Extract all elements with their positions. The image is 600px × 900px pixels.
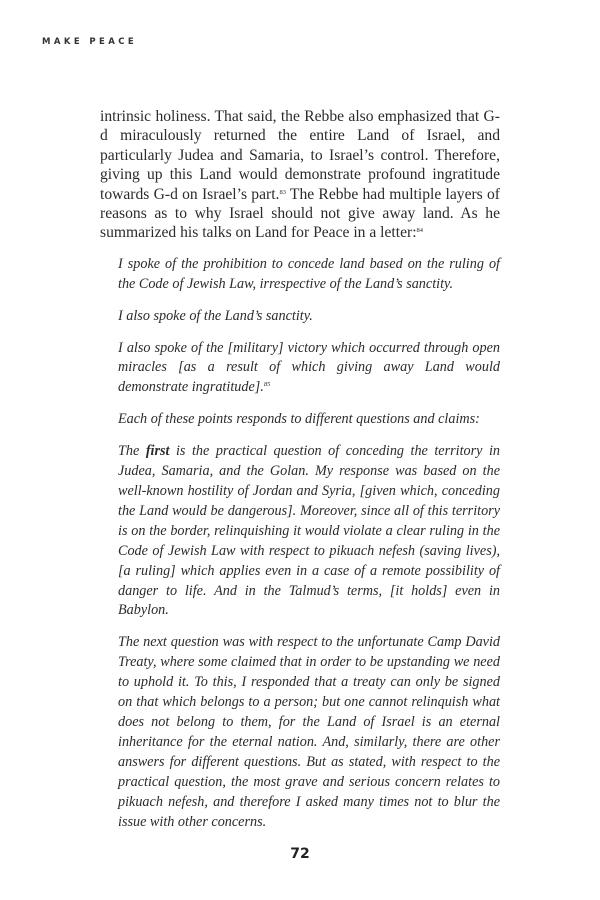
block-quote <box>118 255 500 833</box>
intro-text-2: The Rebbe had multiple layers of reasons as to why Israel should not give away land. As he summarized his talks on Land for Peace in a letter: <box>100 185 501 242</box>
main-text <box>100 107 500 844</box>
quote-paragraph-2: I also spoke of the Land’s sanctity. <box>118 307 313 324</box>
quote-paragraph-5-rest: is the practical question of conceding the territory in Judea, Samaria, and the Golan. My response was based on the well-known hostility of Jordan and Syria, [given which, conceding the Land would be dangerous]. Moreover, since all of this territory is on the border, relinquishing it would violate a clear ruling in the Code of Jewish Law with respect to pikuach nefesh (saving lives), [a ruling] which applies even in a case of a remote possibility of danger to life. And in the Talmud’s terms, [it holds] even in Babylon. <box>118 443 500 619</box>
quote-paragraph-3-text: I also spoke of the [military] victory which occurred through open miracles [as a result of which giving away Land would demonstrate ingratitude]. <box>118 339 500 396</box>
quote-paragraph-3 <box>118 339 500 399</box>
footnote-ref-85: 85 <box>263 381 271 389</box>
footnote-ref-83: 83 <box>279 188 286 196</box>
page-number: 72 <box>290 846 310 862</box>
quote-paragraph-4: Each of these points responds to different questions and claims: <box>118 411 480 428</box>
footnote-ref-84: 84 <box>416 227 424 235</box>
emphasis-first: first <box>145 443 170 460</box>
intro-text-1: intrinsic holiness. That said, the Rebbe also emphasized that G-d miraculously returned the entire Land of Israel, and particularly Judea and Samaria, to Israel’s control. Therefore, giving up this Land would demonstrate profound ingratitude towards G-d on Israel’s part. <box>100 108 500 203</box>
quote-paragraph-1: I spoke of the prohibition to concede land based on the ruling of the Code of Jewish Law, irrespective of the Land’s sanctity. <box>118 255 500 292</box>
running-head: MAKE PEACE <box>42 37 138 47</box>
quote-paragraph-5-lead: The <box>118 443 146 460</box>
intro-paragraph <box>100 107 500 243</box>
quote-paragraph-5 <box>118 442 500 621</box>
quote-paragraph-6: The next question was with respect to the unfortunate Camp David Treaty, where some claimed that in order to be upstanding we need to uphold it. To this, I responded that a treaty can only be signed on that which belongs to a person; but one cannot relinquish what does not belong to them, for the Land of Israel is an eternal inheritance for the eternal nation. And, similarly, there are other answers for different questions. But as stated, with respect to the practical question, the most grave and serious concern relates to pikuach nefesh, and therefore I asked many times not to blur the issue with other concerns. <box>118 634 500 830</box>
